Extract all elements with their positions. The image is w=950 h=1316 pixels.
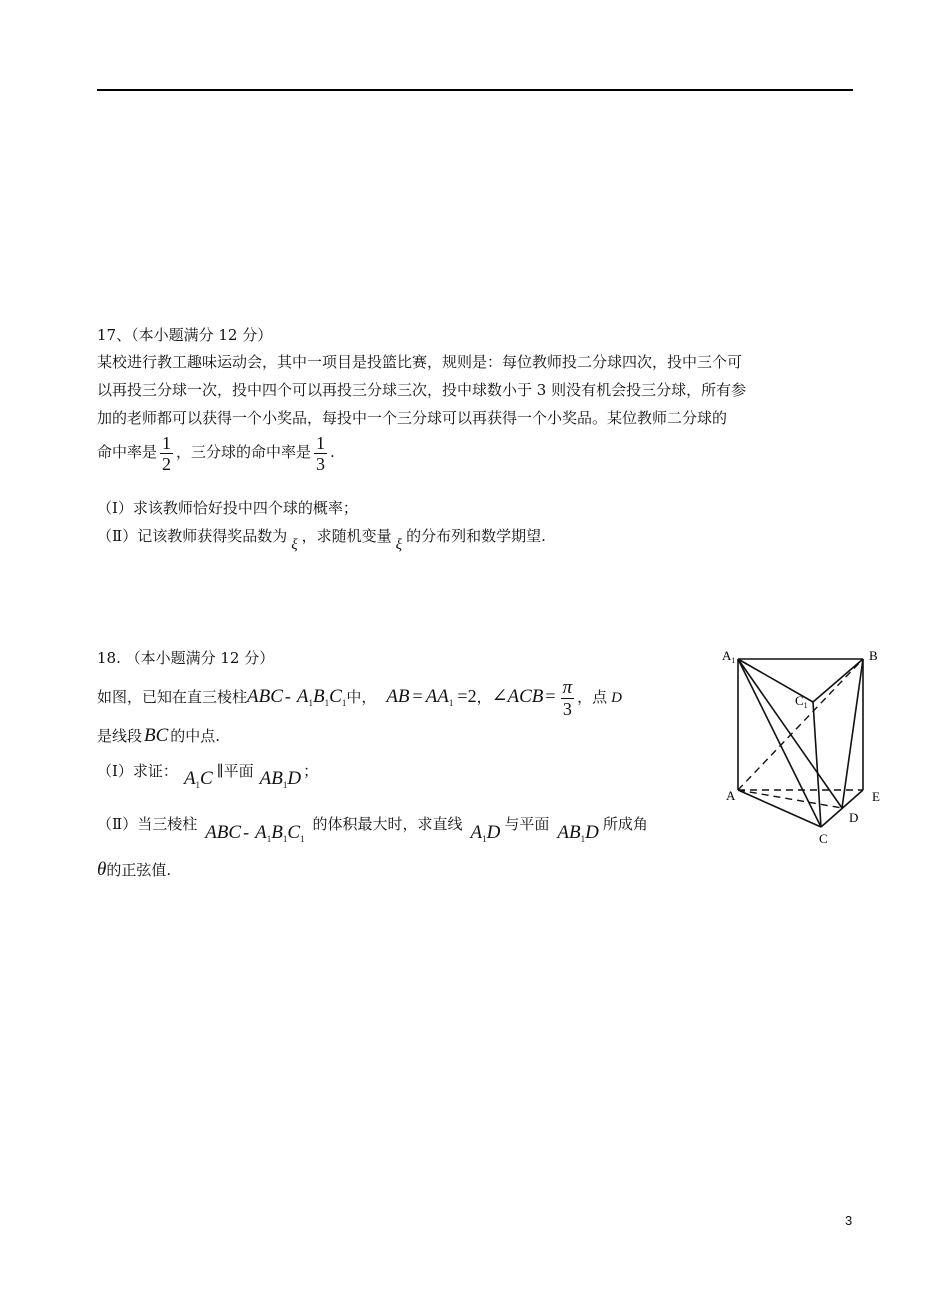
m-d: D xyxy=(585,822,599,843)
m-sub: 1 xyxy=(195,780,201,790)
m-sub: 1 xyxy=(300,834,305,844)
label-c1: $C_1$ xyxy=(795,693,808,710)
q18-text: 是线段 xyxy=(97,727,143,745)
m-a: A xyxy=(183,768,196,789)
page-number: 3 xyxy=(845,1213,853,1228)
q17-line-3: 加的老师都可以获得一个小奖品，每投中一个三分球可以再获得一个小奖品。某位教师二分球的 xyxy=(97,409,728,427)
m-sub: 1 xyxy=(324,698,330,708)
segment-b1d xyxy=(842,659,863,808)
math-ab1d xyxy=(260,768,301,789)
m-c: C xyxy=(329,686,342,707)
label-a1: $A_1$ xyxy=(722,648,736,665)
math-eq: = xyxy=(412,686,423,706)
m-b: B xyxy=(271,768,283,789)
math-angle-acb: ∠ACB xyxy=(491,686,544,707)
label-e: E xyxy=(872,789,880,804)
math-two: =2 xyxy=(457,686,477,706)
segment-a1d xyxy=(738,659,842,808)
math-a1b1c1 xyxy=(297,686,346,707)
m-aa: AA xyxy=(425,686,449,707)
m-a: A xyxy=(470,822,483,843)
q17-line-4 xyxy=(97,430,335,474)
q17-text: ，三分球的命中率是 xyxy=(176,443,312,461)
edge-ac xyxy=(738,790,821,827)
math-theta: θ xyxy=(97,859,107,880)
m-sub: 1 xyxy=(282,780,288,790)
m-sub: 1 xyxy=(282,834,288,844)
segment-a1c xyxy=(738,659,821,827)
q18-header: 18. （本小题满分 12 分） xyxy=(97,649,275,667)
q18-text: 的正弦值. xyxy=(106,861,172,879)
q18-text: （Ⅱ）当三棱柱 xyxy=(97,815,198,833)
q18-text: 中， xyxy=(346,688,377,706)
q17-text: ，求随机变量 xyxy=(301,527,392,545)
xi-symbol: ξ xyxy=(291,537,298,553)
q17-line-2: 以再投三分球一次，投中四个可以再投三分球三次，投中球数小于 3 则没有机会投三分球，所有参 xyxy=(97,381,747,399)
label-a: A xyxy=(726,788,736,803)
q18-text: 如图，已知在直三棱柱 xyxy=(97,688,248,706)
label-d: D xyxy=(849,810,859,825)
q17-part-1: （Ⅰ）求该教师恰好投中四个球的概率； xyxy=(97,499,358,517)
edge-c1c xyxy=(813,702,821,827)
q18-part-1 xyxy=(97,758,318,790)
math-abc: ABC xyxy=(205,822,242,843)
m-sub: 1 xyxy=(482,834,487,844)
q18-text: ，点 xyxy=(577,688,608,706)
q17-header: 17、（本小题满分 12 分） xyxy=(97,326,273,344)
q17-line-1: 某校进行教工趣味运动会，其中一项目是投篮比赛，规则是：每位教师投二分球四次，投中三个可 xyxy=(97,353,743,371)
m-sub: 1 xyxy=(580,834,586,844)
q18-part-2 xyxy=(97,810,648,843)
frac-den: 3 xyxy=(562,698,572,719)
math-dash: - xyxy=(243,822,250,842)
m-sub: 1 xyxy=(341,698,347,708)
q17-text: 命中率是 xyxy=(97,443,158,461)
math-bc: BC xyxy=(144,725,169,746)
q17-text: （Ⅱ）记该教师获得奖品数为 xyxy=(97,527,288,545)
q18-text: 与平面 xyxy=(504,815,550,833)
segment-ab1-hidden xyxy=(738,659,863,790)
fraction-pi-third xyxy=(561,678,575,719)
label-c: C xyxy=(819,831,828,846)
m-a: A xyxy=(255,822,267,843)
math-aa1 xyxy=(426,686,454,707)
m-b: B xyxy=(271,822,283,843)
fraction-one-half xyxy=(160,433,173,474)
m-b: B xyxy=(568,822,581,843)
m-b: B xyxy=(313,686,325,707)
frac-num: π xyxy=(562,676,573,698)
frac-num: 1 xyxy=(316,432,326,453)
q18-text: 所成角 xyxy=(602,815,648,833)
label-b: B xyxy=(869,648,878,663)
math-dash: - xyxy=(284,686,291,706)
q17-text: 的分布列和数学期望. xyxy=(406,527,546,545)
math-abc: ABC xyxy=(247,686,283,707)
math-eq: = xyxy=(545,686,556,706)
xi-symbol: ξ xyxy=(395,537,403,553)
q18-part-2-cont xyxy=(97,860,171,880)
q18-line-2 xyxy=(97,726,220,746)
q18-text: ∥平面 xyxy=(216,762,254,780)
math-ab: AB xyxy=(386,686,410,707)
frac-den: 3 xyxy=(316,453,326,474)
fraction-one-third xyxy=(314,433,327,474)
m-a: A xyxy=(296,686,309,707)
math-a1b1c1 xyxy=(255,822,304,843)
m-a: A xyxy=(259,768,272,789)
m-d: D xyxy=(287,768,302,789)
m-d: D xyxy=(486,822,501,843)
m-a: A xyxy=(557,822,569,843)
math-a1c xyxy=(184,768,213,789)
m-sub: 1 xyxy=(448,698,454,708)
prism-figure xyxy=(718,642,888,847)
edge-c1b1 xyxy=(813,659,863,702)
segment-ad-hidden xyxy=(738,790,842,808)
frac-num: 1 xyxy=(162,432,172,453)
frac-den: 2 xyxy=(162,453,172,474)
q17-part-2 xyxy=(97,526,546,553)
math-d: D xyxy=(611,690,622,706)
m-c: C xyxy=(200,768,213,789)
m-sub: 1 xyxy=(308,698,314,708)
q18-text: 的体积最大时，求直线 xyxy=(312,815,463,833)
q18-line-1 xyxy=(97,672,622,727)
math-a1d xyxy=(471,822,501,843)
m-sub: 1 xyxy=(266,834,272,844)
m-c: C xyxy=(287,822,300,843)
math-ab1d xyxy=(557,822,598,843)
q18-text: （Ⅰ）求证： xyxy=(97,762,178,780)
q18-text: ； xyxy=(303,762,319,780)
q17-text: . xyxy=(330,443,335,461)
header-rule xyxy=(97,89,853,91)
q18-text: 的中点. xyxy=(170,727,221,745)
q18-text: ， xyxy=(476,688,492,706)
